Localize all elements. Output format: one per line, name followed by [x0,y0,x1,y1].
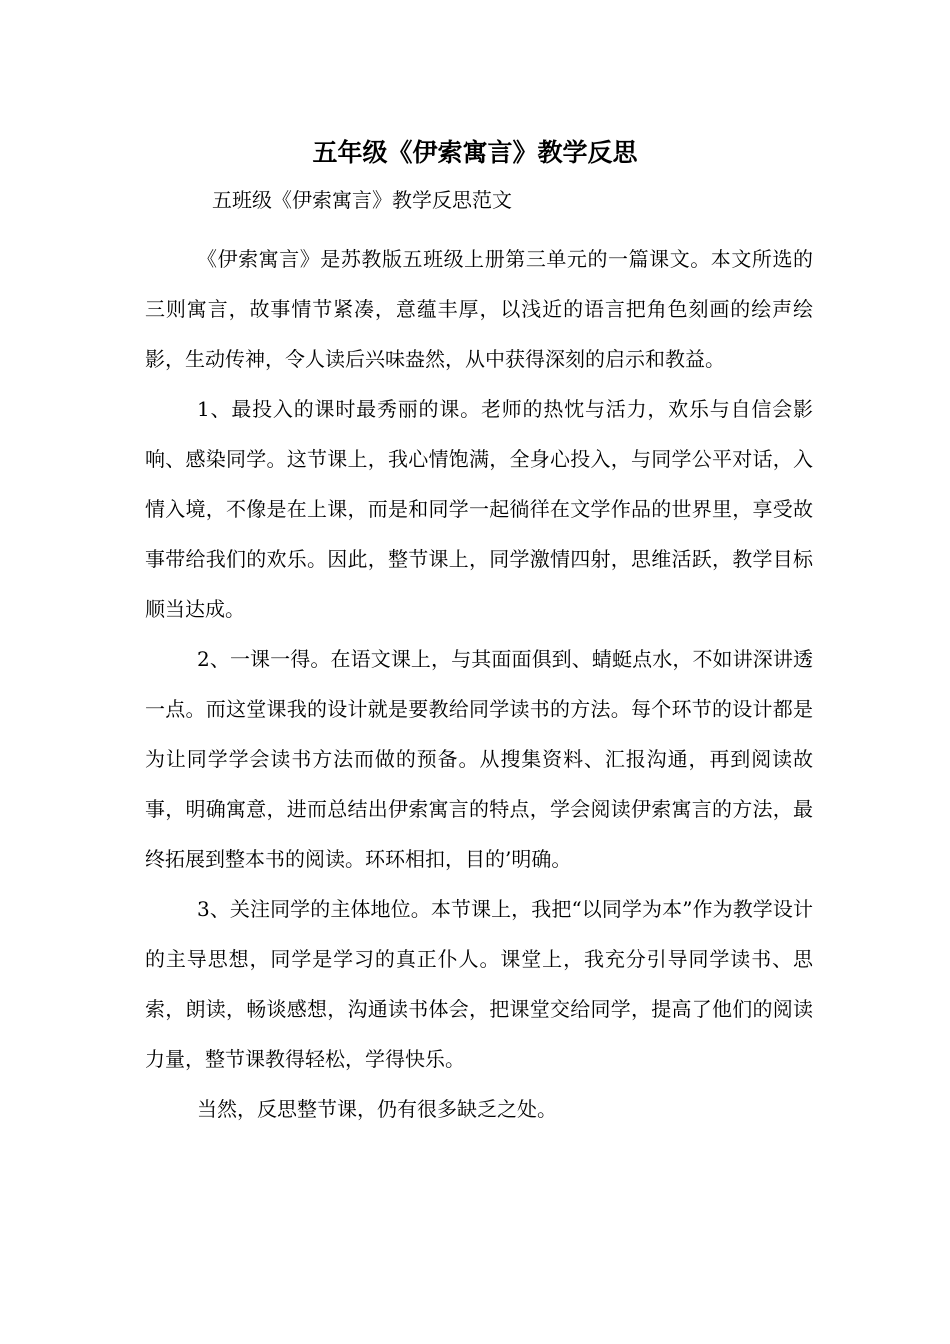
paragraph-point-3: 3、关注同学的主体地位。本节课上，我把“以同学为本”作为教学设计的主导思想，同学是学习的真正仆人。课堂上，我充分引导同学读书、思索，朗读，畅谈感想，沟通读书体会，把课堂交给同学，提高了他们的阅读力量，整节课教得轻松，学得快乐。 [145,897,813,1071]
paragraph-conclusion: 当然，反思整节课，仍有很多缺乏之处。 [197,1097,557,1121]
document-title: 五年级《伊索寓言》教学反思 [312,138,638,167]
document-subtitle: 五班级《伊索寓言》教学反思范文 [212,188,512,212]
document-body [145,234,813,1134]
paragraph-point-2: 2、一课一得。在语文课上，与其面面俱到、蜻蜓点水，不如讲深讲透一点。而这堂课我的设计就是要教给同学读书的方法。每个环节的设计都是为让同学学会读书方法而做的预备。从搜集资料、汇报沟通，再到阅读故事，明确寓意，进而总结出伊索寓言的特点，学会阅读伊索寓言的方法，最终拓展到整本书的阅读。环环相扣，目的’明确。 [145,647,813,871]
paragraph-point-1: 1、最投入的课时最秀丽的课。老师的热忱与活力，欢乐与自信会影响、感染同学。这节课上，我心情饱满，全身心投入，与同学公平对话，入情入境，不像是在上课，而是和同学一起徜徉在文学作品的世界里，享受故事带给我们的欢乐。因此，整节课上，同学激情四射，思维活跃，教学目标顺当达成。 [145,397,813,621]
paragraph-intro: 《伊索寓言》是苏教版五班级上册第三单元的一篇课文。本文所选的三则寓言，故事情节紧凑，意蕴丰厚，以浅近的语言把角色刻画的绘声绘影，生动传神，令人读后兴味盎然，从中获得深刻的启示和教益。 [145,247,813,371]
